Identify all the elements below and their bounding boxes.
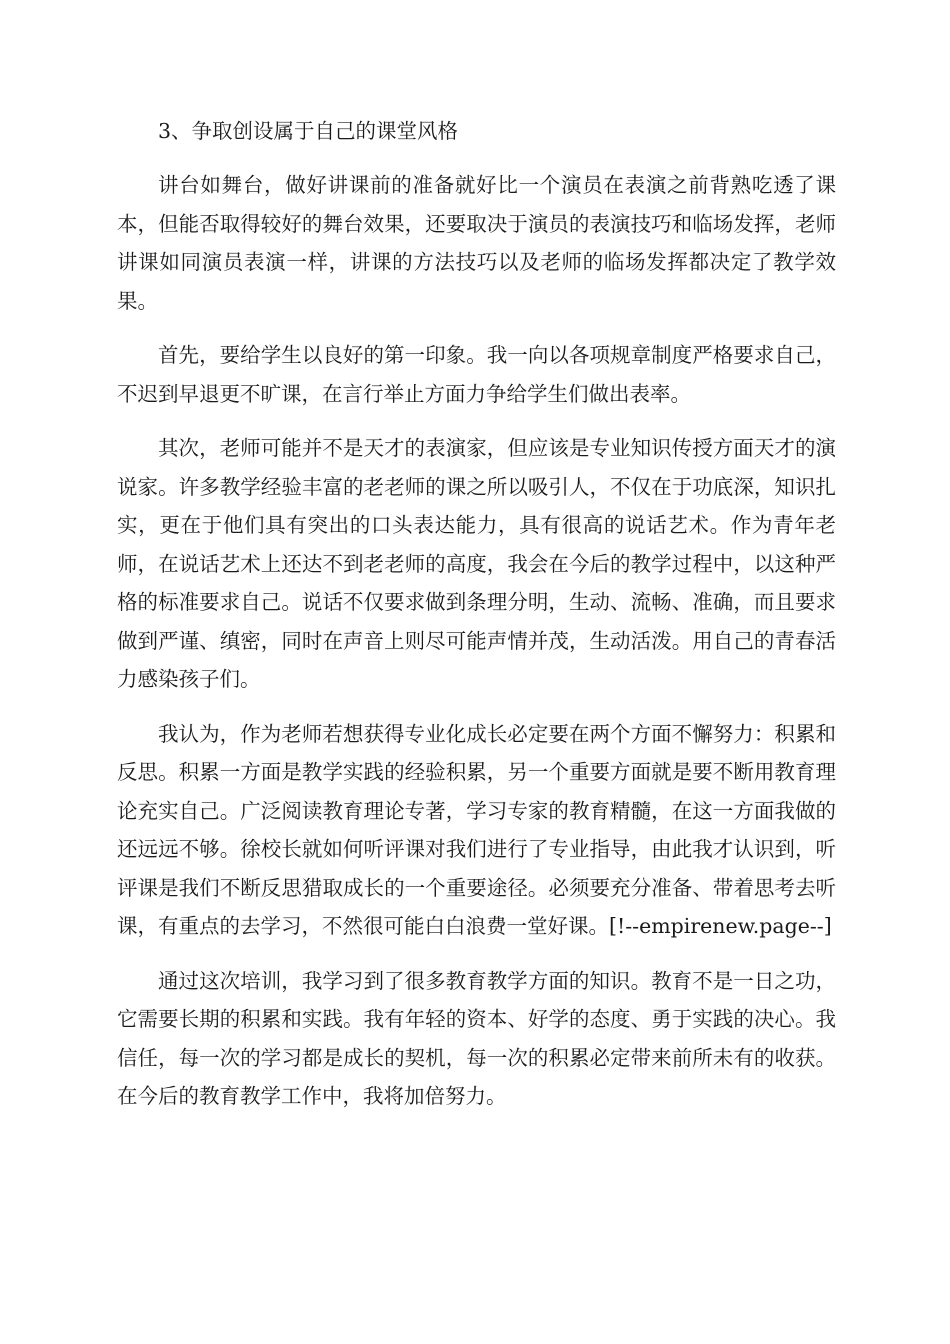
document-body	[117, 112, 836, 1132]
paragraph-stage-analogy: 讲台如舞台，做好讲课前的准备就好比一个演员在表演之前背熟吃透了课本，但能否取得较好的舞台效果，还要取决于演员的表演技巧和临场发挥，老师讲课如同演员表演一样，讲课的方法技巧以及老师的临场发挥都决定了教学效果。	[117, 173, 836, 313]
section-heading: 3、争取创设属于自己的课堂风格	[158, 119, 459, 143]
paragraph-first-impression: 首先，要给学生以良好的第一印象。我一向以各项规章制度严格要求自己，不迟到早退更不旷课，在言行举止方面力争给学生们做出表率。	[117, 343, 836, 406]
paragraph-accumulation-reflection: 我认为，作为老师若想获得专业化成长必定要在两个方面不懈努力：积累和反思。积累一方面是教学实践的经验积累，另一个重要方面就是要不断用教育理论充实自己。广泛阅读教育理论专著，学习专家的教育精髓，在这一方面我做的还远远不够。徐校长就如何听评课对我们进行了专业指导，由此我才认识到，听评课是我们不断反思猎取成长的一个重要途径。必须要充分准备、带着思考去听课，有重点的去学习，不然很可能白白浪费一堂好课。[!--empirenew.page--]	[117, 721, 836, 938]
paragraph-speaking-art: 其次，老师可能并不是天才的表演家，但应该是专业知识传授方面天才的演说家。许多教学经验丰富的老老师的课之所以吸引人，不仅在于功底深，知识扎实，更在于他们具有突出的口头表达能力，具有很高的说话艺术。作为青年老师，在说话艺术上还达不到老老师的高度，我会在今后的教学过程中，以这种严格的标准要求自己。说话不仅要求做到条理分明，生动、流畅、准确，而且要求做到严谨、缜密，同时在声音上则尽可能声情并茂，生动活泼。用自己的青春活力感染孩子们。	[117, 436, 836, 691]
paragraph-conclusion: 通过这次培训，我学习到了很多教育教学方面的知识。教育不是一日之功，它需要长期的积累和实践。我有年轻的资本、好学的态度、勇于实践的决心。我信任，每一次的学习都是成长的契机，每一次的积累必定带来前所未有的收获。在今后的教育教学工作中，我将加倍努力。	[117, 968, 836, 1108]
